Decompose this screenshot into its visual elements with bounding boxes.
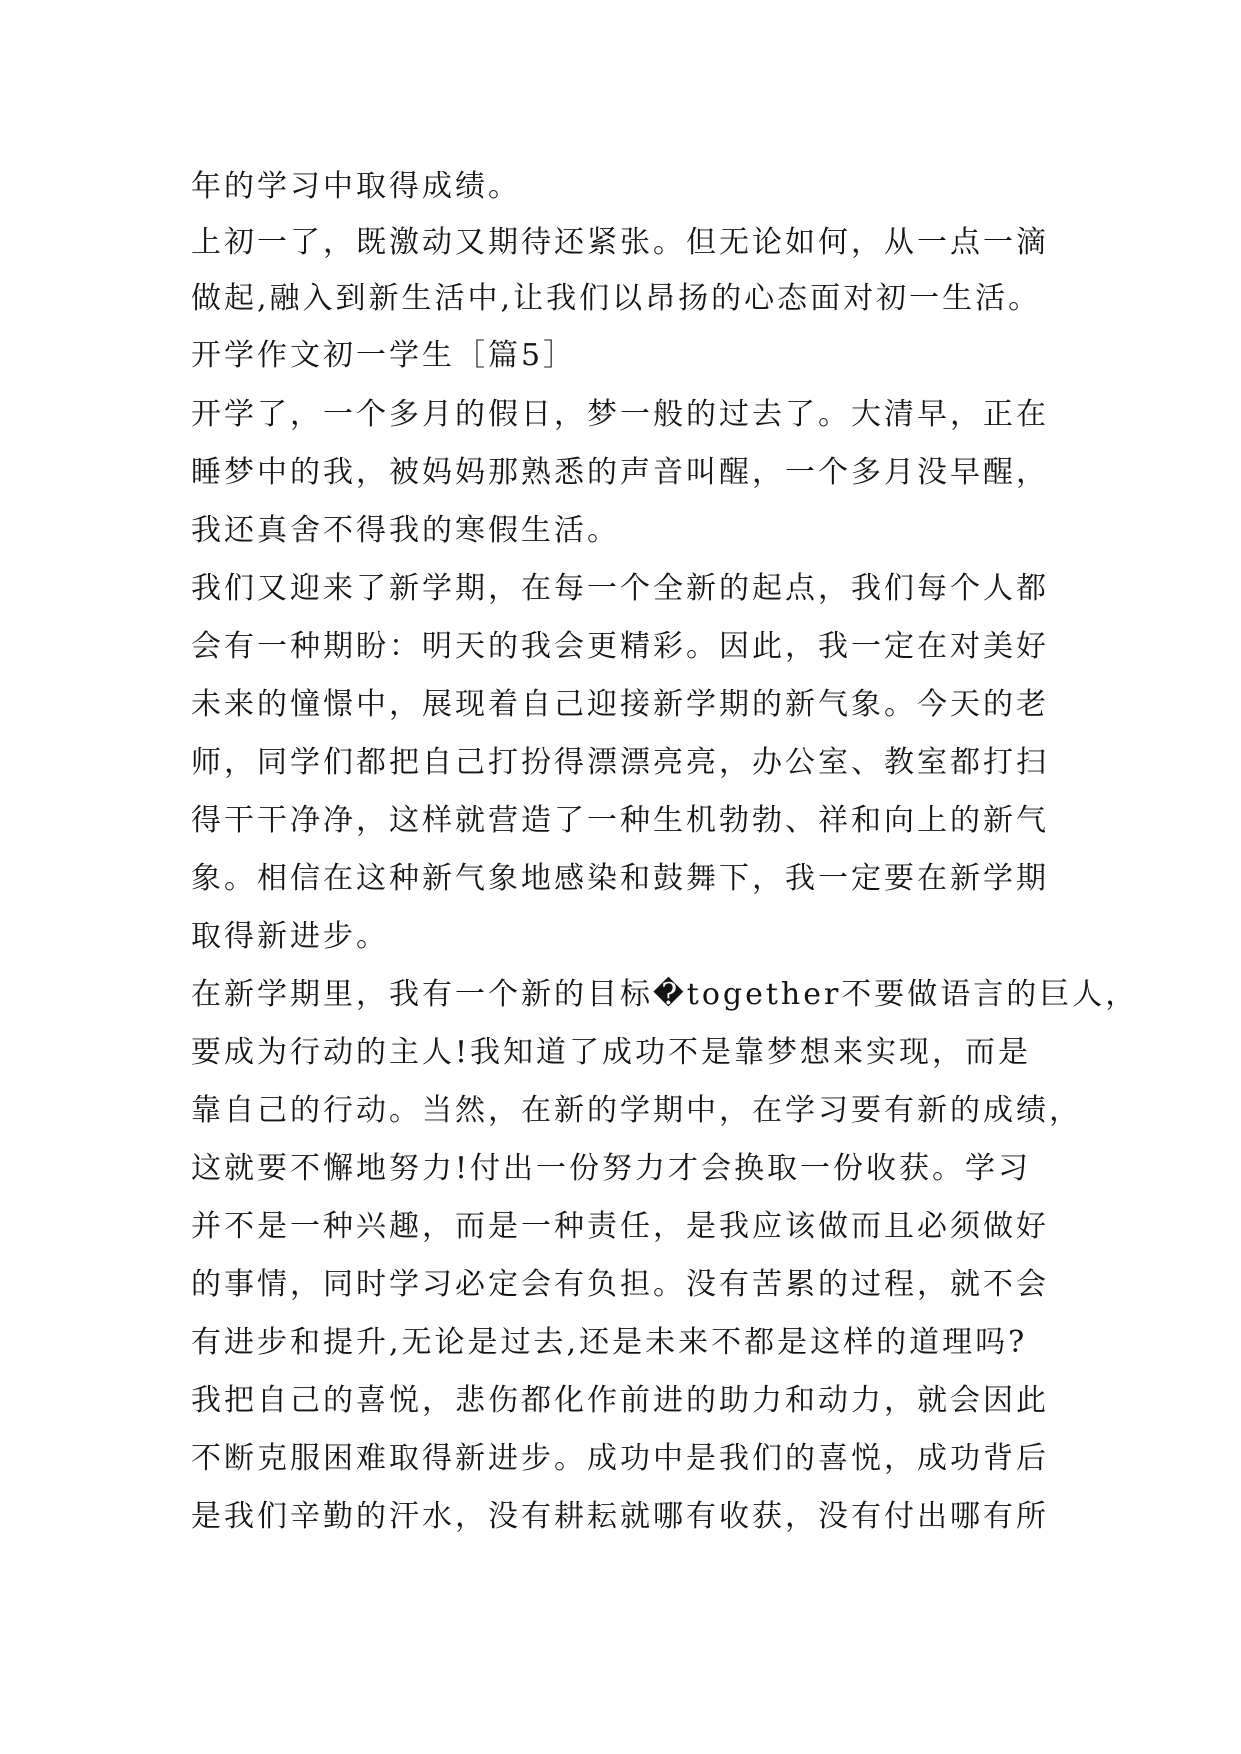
- text-line: 上初一了，既激动又期待还紧张。但无论如何，从一点一滴: [191, 225, 1049, 260]
- text-line: 未来的憧憬中，展现着自己迎接新学期的新气象。今天的老: [191, 687, 1049, 722]
- text-line: 的事情，同时学习必定会有负担。没有苦累的过程，就不会: [191, 1267, 1049, 1302]
- text-line: 要成为行动的主人!我知道了成功不是靠梦想来实现，而是: [191, 1035, 1032, 1070]
- text-line: 做起,融入到新生活中,让我们以昂扬的心态面对初一生活。: [191, 281, 1042, 316]
- text-line: 是我们辛勤的汗水，没有耕耘就哪有收获，没有付出哪有所: [191, 1499, 1049, 1534]
- text-line: 取得新进步。: [191, 919, 389, 954]
- text-line: 在新学期里，我有一个新的目标�together不要做语言的巨人，: [191, 977, 1139, 1012]
- text-line: 我把自己的喜悦，悲伤都化作前进的助力和动力，就会因此: [191, 1383, 1049, 1418]
- text-line: 靠自己的行动。当然，在新的学期中，在学习要有新的成绩，: [191, 1093, 1082, 1128]
- text-line: 并不是一种兴趣，而是一种责任，是我应该做而且必须做好: [191, 1209, 1049, 1244]
- text-line: 会有一种期盼：明天的我会更精彩。因此，我一定在对美好: [191, 629, 1049, 664]
- text-line: 不断克服困难取得新进步。成功中是我们的喜悦，成功背后: [191, 1441, 1049, 1476]
- text-line: 有进步和提升,无论是过去,还是未来不都是这样的道理吗?: [191, 1325, 1028, 1360]
- text-line: 师，同学们都把自己打扮得漂漂亮亮，办公室、教室都打扫: [191, 745, 1049, 780]
- text-line: 睡梦中的我，被妈妈那熟悉的声音叫醒，一个多月没早醒，: [191, 455, 1049, 490]
- text-line: 开学了，一个多月的假日，梦一般的过去了。大清早，正在: [191, 397, 1049, 432]
- text-line: 年的学习中取得成绩。: [191, 169, 521, 204]
- text-line: 我们又迎来了新学期，在每一个全新的起点，我们每个人都: [191, 571, 1049, 606]
- text-line: 得干干净净，这样就营造了一种生机勃勃、祥和向上的新气: [191, 803, 1049, 838]
- section-heading: 开学作文初一学生［篇5］: [191, 338, 577, 373]
- text-line: 这就要不懈地努力!付出一份努力才会换取一份收获。学习: [191, 1151, 1032, 1186]
- text-line: 象。相信在这种新气象地感染和鼓舞下，我一定要在新学期: [191, 861, 1049, 896]
- text-line: 我还真舍不得我的寒假生活。: [191, 513, 620, 548]
